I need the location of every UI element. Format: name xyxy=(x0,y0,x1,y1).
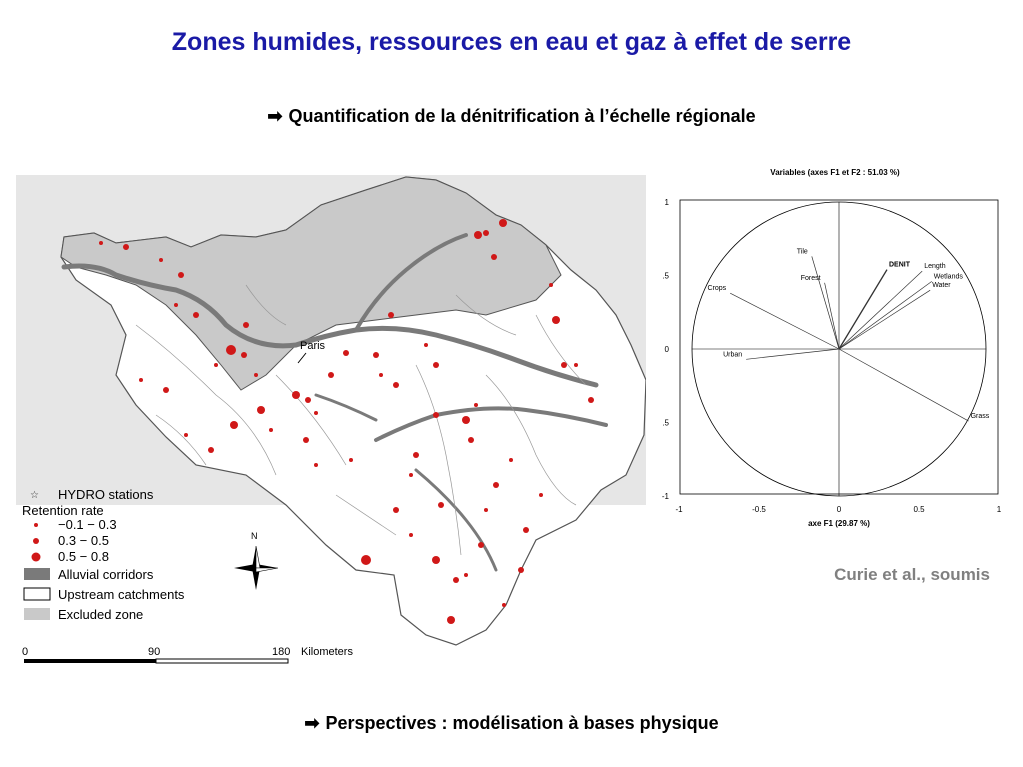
y-tick-label: -1 xyxy=(661,492,669,501)
scale-tick-180: 180 xyxy=(272,646,291,658)
excluded-swatch-icon xyxy=(24,608,50,620)
pca-correlation-circle xyxy=(655,160,1005,540)
scale-tick-0: 0 xyxy=(22,646,29,658)
subtitle-text: Quantification de la dénitrification à l’échelle régionale xyxy=(288,106,756,126)
dot-medium-icon xyxy=(33,538,39,544)
var-label-denit: DENIT xyxy=(889,261,910,269)
star-icon: ☆ xyxy=(30,490,39,501)
legend-retention-mid: 0.3 − 0.5 xyxy=(58,533,109,548)
slide-title: Zones humides, ressources en eau et gaz à effet de serre xyxy=(171,28,852,56)
legend-alluvial: Alluvial corridors xyxy=(58,567,154,582)
alluvial-swatch-icon xyxy=(24,568,50,580)
paris-label: Paris xyxy=(300,340,326,352)
var-label-wetlands: Wetlands xyxy=(933,273,963,281)
x-tick-label: 0 xyxy=(836,505,842,514)
legend-retention-high: 0.5 − 0.8 xyxy=(58,549,109,564)
var-label-urban: Urban xyxy=(723,351,743,359)
seine-basin-map xyxy=(16,175,646,675)
dot-small-icon xyxy=(34,523,38,527)
scale-tick-90: 90 xyxy=(148,646,161,658)
var-label-forest: Forest xyxy=(800,274,821,282)
map-legend xyxy=(22,487,185,622)
perspectives-text: Perspectives : modélisation à bases physique xyxy=(325,713,719,733)
y-tick-label: 1 xyxy=(664,198,669,207)
x-tick-label: -1 xyxy=(675,505,683,514)
arrow-right-icon: ➡ xyxy=(304,713,320,733)
y-tick-label: .5 xyxy=(662,418,669,428)
var-label-crops: Crops xyxy=(707,285,727,293)
legend-upstream: Upstream catchments xyxy=(58,587,185,602)
upstream-swatch-icon xyxy=(24,588,50,600)
perspectives-line xyxy=(0,713,1023,734)
y-tick-label: 0 xyxy=(664,345,669,354)
pca-title: Variables (axes F1 et F2 : 51.03 %) xyxy=(770,168,900,177)
x-tick-label: 0.5 xyxy=(913,505,925,514)
x-tick-label: 1 xyxy=(996,505,1002,514)
arrow-right-icon: ➡ xyxy=(267,106,283,126)
y-tick-label: .5 xyxy=(662,271,669,281)
scale-unit: Kilometers xyxy=(301,646,353,658)
legend-retention-low: −0.1 − 0.3 xyxy=(58,517,117,532)
subtitle xyxy=(0,106,1023,127)
var-label-grass: Grass xyxy=(970,413,990,421)
north-label: N xyxy=(251,531,258,541)
x-tick-label: -0.5 xyxy=(752,505,766,514)
north-arrow-icon xyxy=(234,546,278,590)
pca-xlabel: axe F1 (29.87 %) xyxy=(808,519,870,528)
citation: Curie et al., soumis xyxy=(834,565,990,584)
var-label-tile: Tile xyxy=(796,248,808,256)
var-label-length: Length xyxy=(924,263,946,271)
legend-stations: HYDRO stations xyxy=(58,487,154,502)
var-label-water: Water xyxy=(932,282,951,290)
scale-bar xyxy=(22,646,353,663)
legend-excluded: Excluded zone xyxy=(58,607,144,622)
dot-large-icon xyxy=(32,553,41,562)
legend-retention-title: Retention rate xyxy=(22,503,104,518)
